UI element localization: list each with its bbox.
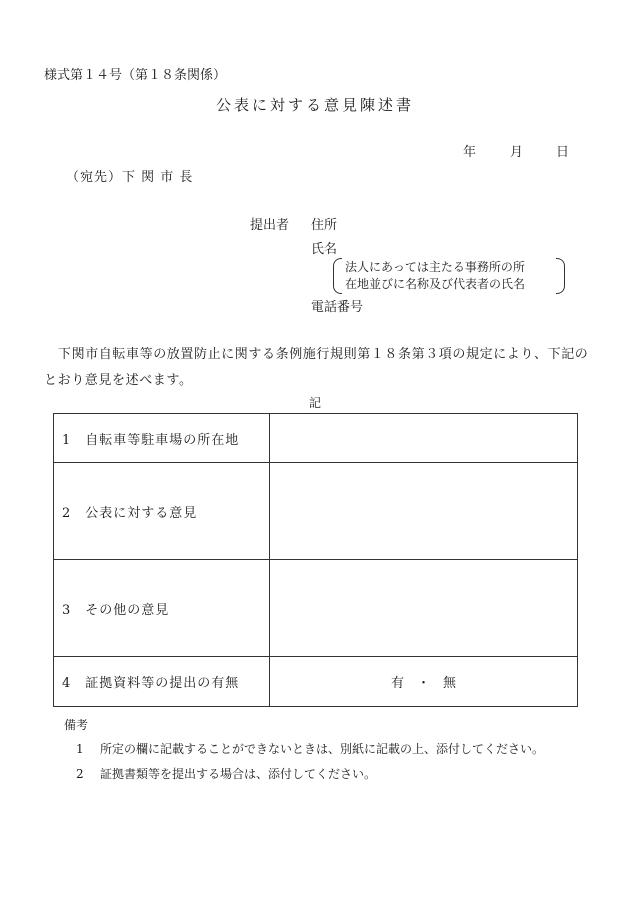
remarks-title: 備考 (64, 718, 89, 732)
row-label-opinion: 2 公表に対する意見 (54, 463, 270, 560)
remarks-item-number: 2 (76, 767, 84, 781)
opinion-field[interactable] (270, 463, 578, 560)
date-month-label: 月 (510, 145, 524, 160)
left-bracket (333, 258, 342, 294)
table-row (54, 414, 578, 463)
evidence-choice[interactable]: 有 ・ 無 (270, 657, 578, 707)
remarks-item-text: 証拠書類等を提出する場合は、添付してください。 (100, 767, 377, 781)
ki-heading: 記 (308, 396, 321, 410)
document-title: 公表に対する意見陳述書 (215, 96, 414, 114)
date-day-label: 日 (556, 145, 570, 160)
remarks-item (76, 740, 544, 757)
row-label-other: 3 その他の意見 (54, 560, 270, 657)
submitter-label: 提出者 (250, 218, 290, 233)
other-opinion-field[interactable] (270, 560, 578, 657)
name-note-text (345, 259, 525, 293)
right-bracket (556, 258, 565, 294)
table-row (54, 560, 578, 657)
name-note (333, 258, 565, 294)
name-note-line: 在地並びに名称及び代表者の氏名 (345, 277, 526, 291)
remarks-item-text: 所定の欄に記載することができないときは、別紙に記載の上、添付してください。 (100, 742, 545, 756)
name-note-line: 法人にあっては主たる事務所の所 (345, 260, 525, 274)
form-number: 様式第１４号（第１８条関係） (44, 68, 227, 83)
opinion-table (53, 413, 578, 707)
statement-text: 下関市自転車等の放置防止に関する条例施行規則第１８条第３項の規定により、下記のとおり意見を述べます。 (44, 347, 589, 388)
phone-label: 電話番号 (311, 300, 364, 315)
name-label: 氏名 (311, 242, 338, 257)
row-label-evidence: 4 証拠資料等の提出の有無 (54, 657, 270, 707)
remarks-item-number: 1 (76, 742, 84, 756)
table-row (54, 463, 578, 560)
addressee: （宛先）下 関 市 長 (66, 170, 194, 185)
remarks-item (76, 765, 376, 782)
location-field[interactable] (270, 414, 578, 463)
date-year-label: 年 (463, 145, 477, 160)
table-row (54, 657, 578, 707)
address-label: 住所 (311, 218, 338, 233)
row-label-location: 1 自転車等駐車場の所在地 (54, 414, 270, 463)
